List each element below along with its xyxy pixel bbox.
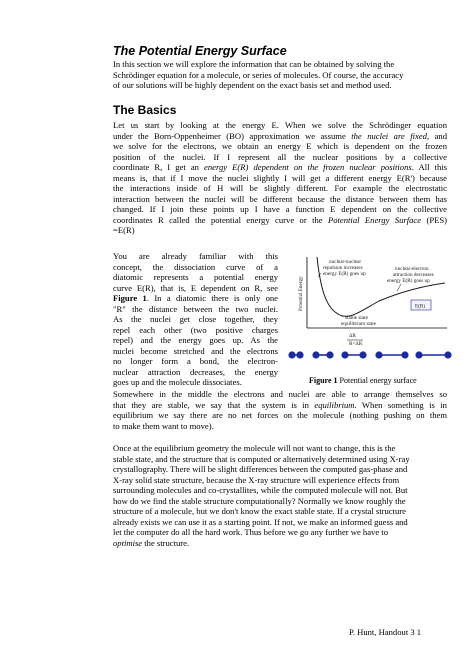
text-segment: Let us start by looking at the energy E. When we solve the Schrödinger equation [113,120,447,130]
text-line: of our solutions will be highly dependent on the exact basis set and method used. [113,80,392,90]
text-segment: let the computer do all the hard work. Thus before we go any further we have to [113,527,388,537]
text-segment: the structure. [142,537,190,548]
text-line [113,162,447,173]
text-line [113,173,447,184]
figure-graphic [283,251,453,381]
text-line [113,421,447,432]
text-line [113,183,447,194]
text-segment: coordinates R called the potential energy curve or the [113,214,328,225]
text-line [113,131,447,142]
text-segment: equilibrium we say there are no net forces on the molecule (nothing pushing on them [113,410,447,420]
text-segment: , and [426,130,447,141]
text-segment: crystallography. There will be slight differences between the computed gas-phase and [113,464,408,474]
text-line: nuclei become stretched and the electrons [113,345,278,356]
figure-reference: Figure 1 [113,293,147,303]
text-segment: Once at the equilibrium geometry the molecule will not want to change, this is the [113,443,396,453]
stable-label-line: stable state [345,315,368,321]
atom-icon [375,351,382,358]
text-line: repel each other (two positive charges [113,324,278,335]
text-line [113,400,447,411]
text-segment: coordinate R, I get an [113,162,205,172]
text-line: "R" the distance between the two nuclei. [113,303,278,314]
text-segment: X-ray solid state structure, because the X-ray structure will experience effects from [113,474,400,485]
text-line [113,475,447,486]
emphasis-text: optimise [113,537,143,548]
text-segment: surrounding molecules and co-crystallites, while the computed molecule will not. But [113,485,408,495]
figure-caption [309,376,417,385]
text-line: As the nuclei get close together, they [113,314,278,324]
text-line [113,538,447,549]
repulsion-label-line: repulsion increases [323,265,363,271]
text-segment: =E(R) [113,225,135,235]
atom-icon [312,351,319,358]
emphasis-text: energy E(R) dependent on the frozen nuclear positions [204,162,412,172]
text-segment: means is, that if I move the nuclei slightly I will get a different energy E(R') because [113,172,447,183]
text-segment: stable state, and the structure that is computed or alternatively determined using X-ray [113,453,410,464]
emphasis-text: the nuclei are fixed [351,130,427,141]
text-segment: the interactions inside of H will be slightly different. For example the electrostatic [113,183,447,193]
atom-icon [401,351,408,358]
attraction-label-line: energy E(R) goes up [387,278,430,284]
text-line: curve E(R), that is, E dependent on R, see [113,282,278,293]
text-line: goes up and the molecule dissociates. [113,377,242,387]
basics-paragraph [113,120,447,236]
attraction-label-line: nuclear-electron [395,266,429,272]
text-line [113,485,447,496]
text-line [113,204,447,215]
text-line [113,527,447,538]
text-segment: position of the nuclei. If I represent all the nuclear positions by a collective [113,151,447,162]
text-segment: under the Born-Oppenheimer (BO) approximation we assume [113,130,352,141]
y-axis-label: Potential Energy [298,276,304,311]
atom-icon [444,351,451,358]
text-line [113,215,447,226]
text-line: concept, the dissociation curve of a [113,261,278,272]
column-paragraph [113,251,278,388]
atom-icon [296,351,303,358]
atom-icon [415,351,422,358]
text-segment: how do we find the stable structure computationally? Normally we know roughly the [113,495,406,506]
caption-text: Potential energy surface [337,376,417,385]
text-line [113,389,447,400]
text-segment: interaction between the nuclei will be different because the distance between them has [113,193,447,204]
atom-icon [341,351,348,358]
atom-icon [359,351,366,358]
optimise-paragraph [113,443,447,548]
text-segment: that they are stable, we say that the system is in [113,399,315,410]
emphasis-text: Potential Energy Surface [328,214,422,225]
text-line [113,293,278,304]
text-line: In this section we will explore the information that can be obtained by solving the [113,59,395,69]
text-segment: . All this [411,162,447,172]
text-line [113,443,447,454]
stable-label-line: equilibrium state [341,321,377,327]
text-line: nuclear attraction decreases, the energy [113,366,278,377]
text-line [113,464,447,475]
equilibrium-paragraph [113,389,447,431]
attraction-label-line: attraction decreases [393,272,434,278]
attraction-arrow [397,284,401,291]
delta-r-label: ΔR [349,333,356,339]
molecule-row [288,351,451,358]
text-segment: to make them want to move). [113,420,214,431]
text-line: Schrödinger equation for a molecule, or series of molecules. Of course, the accuracy [113,69,404,80]
text-segment: (PES) [421,214,447,225]
atom-icon [288,351,295,358]
text-line [113,194,447,205]
text-line [113,410,447,421]
text-line [113,141,447,152]
text-line [113,517,447,528]
text-line [113,152,447,163]
text-line [113,506,447,517]
emphasis-text: equilibrium [314,399,355,410]
page-title: The Potential Energy Surface [113,44,287,58]
section-heading: The Basics [113,103,177,117]
text-line: no longer form a bond, the electron- [113,356,278,366]
r-equals-label: R=ΔR [349,341,363,347]
repulsion-label-line: energy E(R) goes up [323,271,366,277]
text-segment: structure of a molecule, but we don't know the exact stable state. If a crystal structure [113,506,406,516]
text-line: diatomic represents a potential energy [113,272,278,282]
text-segment: . In a diatomic there is only one [146,293,278,303]
text-segment: . When something is in [354,399,447,410]
text-line: You are already familiar with this [113,251,278,261]
text-line [113,225,447,236]
repulsion-label-line: nuclear-nuclear [329,259,362,265]
energy-box-label: E(R) [415,303,426,310]
atom-icon [326,351,333,358]
text-line [113,120,447,131]
text-line [113,496,447,507]
text-segment: Somewhere in the middle the electrons and nuclei are able to arrange themselves so [113,389,447,399]
text-line: repel) and the energy goes up. As the [113,335,278,345]
figure-potential-energy [283,251,453,381]
caption-label: Figure 1 [309,376,338,385]
page-footer: P. Hunt, Handout 3 1 [349,627,422,637]
text-segment: already exists we can use it as a starting point. If not, we make an informed guess and [113,516,408,527]
intro-paragraph [113,59,447,91]
text-segment: changed. If I join these points up I have a function E dependent on the collective [113,204,447,214]
text-line [113,454,447,465]
text-segment: we solve for the electrons, we obtain an energy E which is dependent on the frozen [113,141,447,151]
